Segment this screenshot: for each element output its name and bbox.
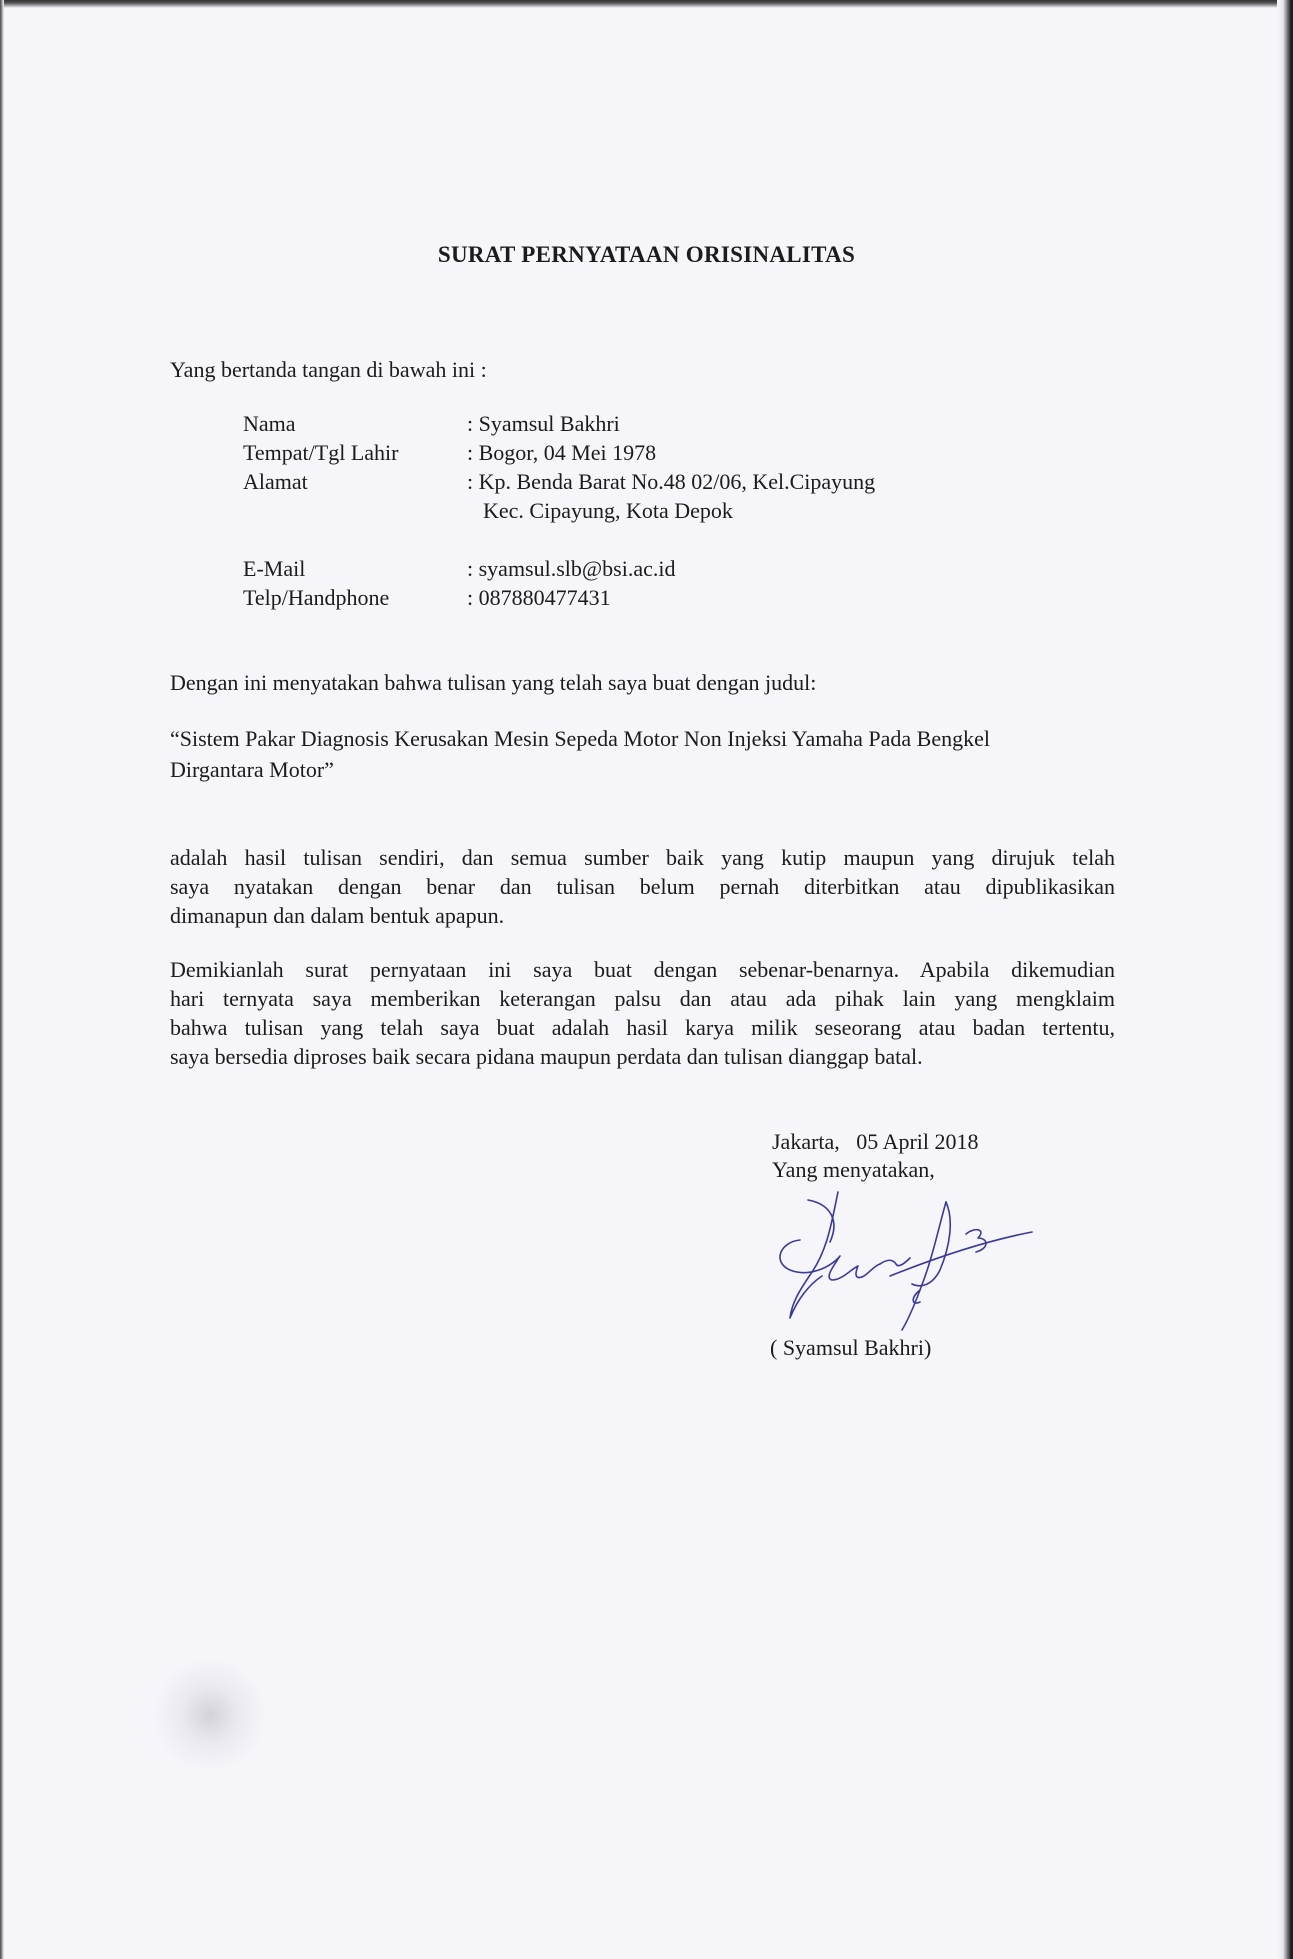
- paragraph-originality: [170, 843, 1115, 930]
- paragraph-line: Demikianlah surat pernyataan ini saya buat dengan sebenar-benarnya. Apabila dikemudian: [170, 957, 1115, 982]
- handwritten-signature: [770, 1180, 1050, 1340]
- field-value: : syamsul.slb@bsi.ac.id: [467, 556, 676, 581]
- field-label: Tempat/Tgl Lahir: [243, 440, 399, 465]
- statement-text: Dengan ini menyatakan bahwa tulisan yang telah saya buat dengan judul:: [170, 670, 817, 695]
- place-date: Jakarta, 05 April 2018: [772, 1129, 979, 1154]
- scan-edge-left: [0, 0, 4, 1959]
- scan-edge-right: [1277, 0, 1293, 1959]
- field-value: : Syamsul Bakhri: [467, 411, 620, 436]
- field-label: Alamat: [243, 469, 308, 494]
- intro-text: Yang bertanda tangan di bawah ini :: [170, 357, 487, 382]
- field-label: E-Mail: [243, 556, 306, 581]
- thesis-title: [170, 723, 1115, 785]
- thesis-title-line: Dirgantara Motor”: [170, 757, 334, 782]
- paragraph-declaration: [170, 955, 1115, 1071]
- stated-by: Yang menyatakan,: [772, 1157, 935, 1182]
- field-label: Telp/Handphone: [243, 585, 390, 610]
- paragraph-line: bahwa tulisan yang telah saya buat adalah hasil karya milik seseorang atau badan tertentu,: [170, 1015, 1115, 1040]
- thesis-title-line: “Sistem Pakar Diagnosis Kerusakan Mesin Sepeda Motor Non Injeksi Yamaha Pada Bengkel: [170, 726, 990, 751]
- scan-edge-top: [0, 0, 1293, 8]
- paragraph-line: hari ternyata saya memberikan keterangan palsu dan atau ada pihak lain yang mengklaim: [170, 986, 1115, 1011]
- paragraph-line: dimanapun dan dalam bentuk apapun.: [170, 903, 505, 928]
- field-value-continuation: Kec. Cipayung, Kota Depok: [483, 498, 733, 523]
- field-label: Nama: [243, 411, 296, 436]
- paragraph-line: saya bersedia diproses baik secara pidana maupun perdata dan tulisan dianggap batal.: [170, 1044, 923, 1069]
- field-value: : Bogor, 04 Mei 1978: [467, 440, 657, 465]
- paragraph-line: saya nyatakan dengan benar dan tulisan belum pernah diterbitkan atau dipublikasikan: [170, 874, 1115, 899]
- paragraph-line: adalah hasil tulisan sendiri, dan semua sumber baik yang kutip maupun yang dirujuk telah: [170, 845, 1115, 870]
- signer-name: ( Syamsul Bakhri): [770, 1335, 932, 1360]
- paper-smudge: [150, 1660, 270, 1770]
- document-title: SURAT PERNYATAAN ORISINALITAS: [437, 242, 856, 267]
- field-value: : 087880477431: [467, 585, 611, 610]
- field-value: : Kp. Benda Barat No.48 02/06, Kel.Cipayung: [467, 469, 876, 494]
